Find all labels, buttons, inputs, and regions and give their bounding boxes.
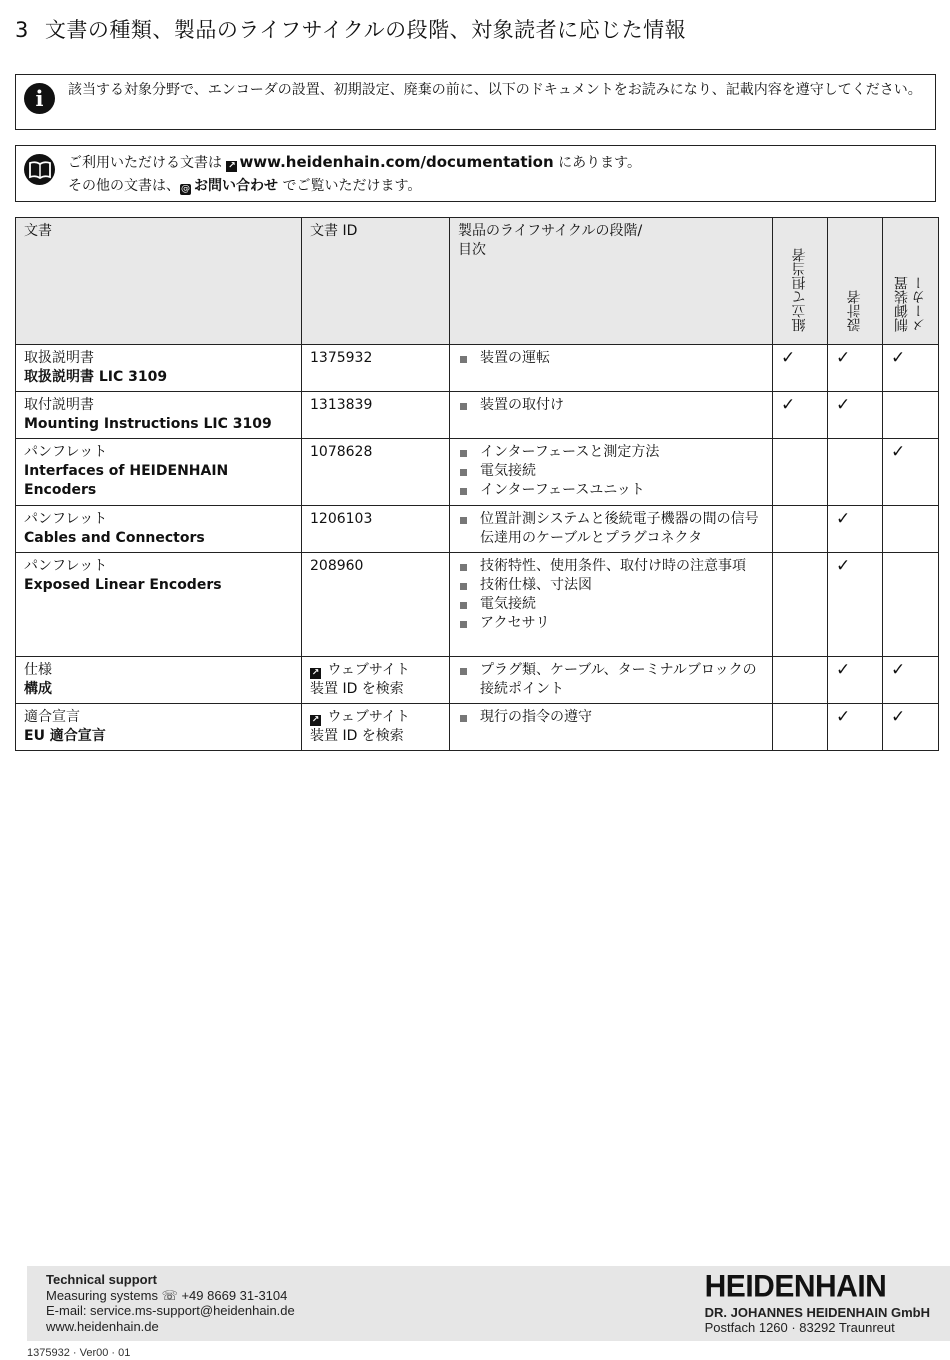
website-link[interactable]: ウェブサイト	[327, 709, 410, 725]
stage-item: 技術特性、使用条件、取付け時の注意事項	[458, 557, 764, 576]
document-title: Mounting Instructions LIC 3109	[24, 416, 272, 432]
document-id: 1078628	[302, 439, 450, 506]
designer-check: ✓	[828, 506, 883, 553]
support-title: Technical support	[46, 1272, 157, 1287]
stage-item: インターフェースと測定方法	[458, 443, 764, 462]
assembler-check	[773, 704, 828, 751]
stage-item: 装置の運転	[458, 349, 764, 368]
assembler-check	[773, 506, 828, 553]
stage-cell	[450, 392, 773, 439]
stage-item: 電気接続	[458, 462, 764, 481]
table-row	[16, 345, 939, 392]
company-name: DR. JOHANNES HEIDENHAIN GmbH	[704, 1305, 930, 1320]
document-cell	[16, 345, 302, 392]
stage-cell	[450, 345, 773, 392]
document-title: EU 適合宣言	[24, 728, 106, 744]
website-link[interactable]: ウェブサイト	[327, 662, 410, 678]
control-manufacturer-check	[883, 392, 939, 439]
contact-link[interactable]: お問い合わせ	[194, 178, 278, 194]
document-cell	[16, 392, 302, 439]
stage-item: アクセサリ	[458, 614, 764, 633]
contact-icon: @	[181, 184, 190, 194]
stage-item: 技術仕様、寸法図	[458, 576, 764, 595]
stage-cell	[450, 657, 773, 704]
section-title: 文書の種類、製品のライフサイクルの段階、対象読者に応じた情報	[44, 18, 687, 42]
documentation-line-1: ご利用いただける文書は ↗ www.heidenhain.com/documentation にあります。	[68, 153, 641, 171]
document-title: 取扱説明書 LIC 3109	[24, 369, 168, 385]
info-icon: i	[24, 83, 55, 114]
document-type: 取扱説明書	[24, 350, 94, 366]
external-link-icon: ↗	[228, 161, 236, 171]
designer-check: ✓	[828, 553, 883, 657]
designer-check	[828, 439, 883, 506]
section-heading	[15, 14, 686, 44]
header-stage: 製品のライフサイクルの段階/ 目次	[450, 218, 773, 345]
designer-check: ✓	[828, 392, 883, 439]
control-manufacturer-check	[883, 506, 939, 553]
documentation-notice	[15, 145, 936, 202]
stage-item: インターフェースユニット	[458, 481, 764, 500]
control-manufacturer-check: ✓	[883, 345, 939, 392]
book-icon	[24, 154, 55, 185]
control-manufacturer-check: ✓	[883, 439, 939, 506]
stage-item: プラグ類、ケーブル、ターミナルブロックの接続ポイント	[458, 661, 764, 699]
document-cell	[16, 657, 302, 704]
document-id: 1313839	[302, 392, 450, 439]
document-id: ↗ ウェブサイト 装置 ID を検索	[302, 704, 450, 751]
company-address: Postfach 1260 · 83292 Traunreut	[704, 1320, 895, 1335]
company-info	[705, 1270, 930, 1335]
info-notice-text: 該当する対象分野で、エンコーダの設置、初期設定、廃棄の前に、以下のドキュメントをお読みになり、記載内容を遵守してください。	[68, 82, 922, 98]
assembler-check	[773, 657, 828, 704]
documentation-line-2: その他の文書は、@ お問い合わせ でご覧いただけます。	[68, 178, 422, 194]
control-manufacturer-check	[883, 553, 939, 657]
document-version: 1375932 · Ver00 · 01	[27, 1347, 131, 1359]
stage-item: 電気接続	[458, 595, 764, 614]
document-id: ↗ ウェブサイト 装置 ID を検索	[302, 657, 450, 704]
support-web[interactable]: www.heidenhain.de	[46, 1318, 159, 1334]
control-manufacturer-check: ✓	[883, 657, 939, 704]
heidenhain-logo: HEIDENHAIN	[704, 1269, 887, 1304]
header-document-id: 文書 ID	[302, 218, 450, 345]
stage-cell	[450, 704, 773, 751]
document-cell	[16, 704, 302, 751]
document-type: パンフレット	[24, 511, 108, 527]
document-id: 1206103	[302, 506, 450, 553]
documentation-link[interactable]: www.heidenhain.com/documentation	[239, 153, 554, 171]
assembler-check: ✓	[773, 392, 828, 439]
assembler-check	[773, 439, 828, 506]
designer-check: ✓	[828, 345, 883, 392]
document-title: Cables and Connectors	[24, 530, 205, 546]
section-number: 3	[15, 18, 29, 42]
documents-table	[15, 217, 939, 751]
table-row	[16, 657, 939, 704]
external-link-icon: ↗	[311, 668, 320, 678]
table-row	[16, 392, 939, 439]
table-row	[16, 439, 939, 506]
designer-check: ✓	[828, 704, 883, 751]
document-type: 取付説明書	[24, 397, 94, 413]
header-control-manufacturer: 制御装置 メーカー	[883, 218, 939, 345]
stage-cell	[450, 439, 773, 506]
table-row	[16, 506, 939, 553]
document-id: 1375932	[302, 345, 450, 392]
external-link-icon: ↗	[311, 715, 320, 725]
header-assembler: 組立て担当者	[773, 218, 828, 345]
table-row	[16, 704, 939, 751]
document-cell	[16, 506, 302, 553]
table-row	[16, 553, 939, 657]
header-designer: 設計者	[828, 218, 883, 345]
stage-item: 位置計測システムと後続電子機器の間の信号伝達用のケーブルとプラグコネクタ	[458, 510, 764, 548]
stage-item: 装置の取付け	[458, 396, 764, 415]
header-document: 文書	[16, 218, 302, 345]
stage-item: 現行の指令の遵守	[458, 708, 764, 727]
support-phone: Measuring systems ☏ +49 8669 31-3104	[46, 1287, 288, 1303]
document-type: 適合宣言	[24, 709, 80, 725]
document-type: パンフレット	[24, 558, 108, 574]
designer-check: ✓	[828, 657, 883, 704]
document-title: Interfaces of HEIDENHAIN Encoders	[24, 463, 229, 498]
document-id: 208960	[302, 553, 450, 657]
document-title: 構成	[24, 681, 52, 697]
document-cell	[16, 439, 302, 506]
assembler-check: ✓	[773, 345, 828, 392]
stage-cell	[450, 553, 773, 657]
assembler-check	[773, 553, 828, 657]
document-title: Exposed Linear Encoders	[24, 577, 222, 593]
control-manufacturer-check: ✓	[883, 704, 939, 751]
footer	[27, 1266, 950, 1341]
support-email[interactable]: E-mail: service.ms-support@heidenhain.de	[46, 1303, 295, 1318]
document-type: パンフレット	[24, 444, 108, 460]
document-cell	[16, 553, 302, 657]
document-type: 仕様	[24, 662, 52, 678]
stage-cell	[450, 506, 773, 553]
support-info	[46, 1272, 295, 1334]
info-notice	[15, 74, 936, 130]
